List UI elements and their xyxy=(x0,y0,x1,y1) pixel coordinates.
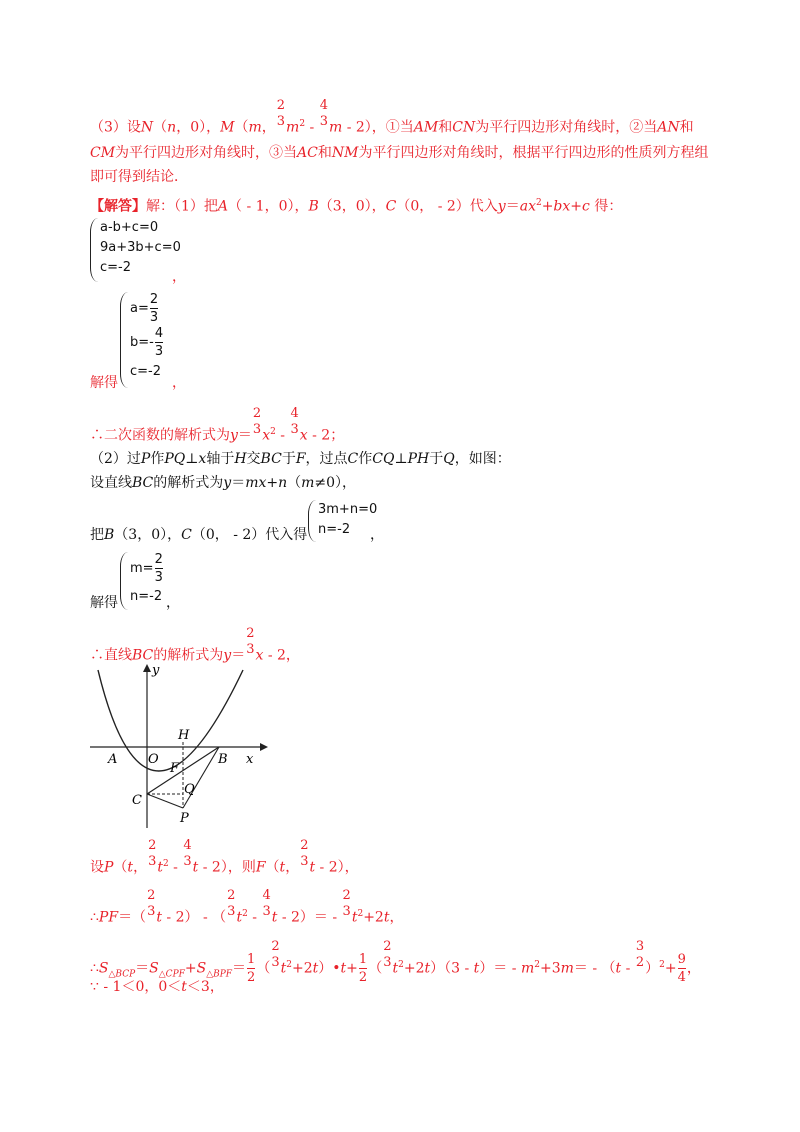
equation: 9a+3b+c=0 xyxy=(100,240,181,255)
label-q: Q xyxy=(184,782,195,797)
text: - 2； xyxy=(307,427,345,444)
var: n xyxy=(167,119,177,136)
final-line xyxy=(90,978,224,996)
text: + xyxy=(184,960,197,977)
var: t xyxy=(127,859,134,876)
text: （ xyxy=(256,960,271,977)
text: +2 xyxy=(363,909,384,926)
var: y xyxy=(223,475,232,491)
jiede-2 xyxy=(90,594,118,612)
fraction xyxy=(262,888,270,919)
label-f: F xyxy=(170,761,180,776)
var: B xyxy=(308,198,319,215)
fraction xyxy=(343,888,351,919)
num: 4 xyxy=(154,326,164,341)
point-p-line xyxy=(90,838,359,883)
text: ＝ xyxy=(135,960,150,977)
text: 设直线 xyxy=(90,475,132,491)
var: F xyxy=(255,859,266,876)
fraction xyxy=(290,406,298,437)
den: 3 xyxy=(290,422,299,437)
num: 1 xyxy=(247,952,256,967)
text: +3 xyxy=(539,960,561,977)
equation: a-b+c=0 xyxy=(100,220,159,235)
var: PH xyxy=(407,451,430,467)
exp: 2 xyxy=(242,908,248,919)
text: - 2），则 xyxy=(198,859,256,876)
var: t xyxy=(192,859,199,876)
var: Q xyxy=(443,451,455,467)
label-p: P xyxy=(180,811,189,826)
var: M xyxy=(220,119,235,136)
circled-3: ③ xyxy=(269,145,284,161)
var: H xyxy=(234,451,247,467)
var: t xyxy=(615,960,622,977)
equation: c=-2 xyxy=(100,260,132,275)
label-o: O xyxy=(148,752,159,767)
sys1-comma: ， xyxy=(172,269,186,285)
text: 把 xyxy=(90,527,104,543)
text: 设 xyxy=(90,859,104,876)
num: 2 xyxy=(246,626,255,641)
text: 作 xyxy=(150,451,165,467)
var: x xyxy=(299,427,308,444)
text: ，如图： xyxy=(454,451,511,467)
var: B xyxy=(104,527,115,543)
den: 2 xyxy=(358,970,368,985)
part2-line3 xyxy=(90,526,307,544)
text: ， xyxy=(389,909,404,926)
den: 3 xyxy=(383,955,392,970)
num: 4 xyxy=(290,406,299,421)
text: ＝ xyxy=(231,475,246,491)
exp: 2 xyxy=(299,118,306,129)
equation-c: c=-2 xyxy=(130,364,162,379)
text: - xyxy=(305,119,319,136)
var: m xyxy=(248,119,262,136)
sub: △BCP xyxy=(108,969,136,980)
var: t xyxy=(340,960,347,977)
num: 2 xyxy=(276,98,286,113)
var: BC xyxy=(132,475,154,491)
text: - 2） - （ xyxy=(161,909,227,926)
var: AC xyxy=(297,145,318,161)
num: 1 xyxy=(358,952,368,967)
fraction xyxy=(271,939,279,970)
var: t xyxy=(236,909,243,926)
den: 3 xyxy=(183,854,192,869)
text: ∴直线 xyxy=(90,647,132,664)
den: 3 xyxy=(154,570,163,585)
var: x xyxy=(198,451,207,467)
text: ＝ xyxy=(505,198,520,215)
text: 解：（1）把 xyxy=(146,198,218,215)
var: m xyxy=(520,960,535,977)
fraction xyxy=(147,888,155,919)
num: 2 xyxy=(252,406,262,421)
var: m xyxy=(328,119,343,136)
fraction xyxy=(227,888,235,919)
exp: 2 xyxy=(270,426,276,437)
var: m xyxy=(301,475,315,491)
fraction xyxy=(636,939,644,970)
var: CN xyxy=(452,119,476,136)
text: ， xyxy=(285,859,300,876)
num: 2 xyxy=(342,888,351,903)
sys3-comma: ， xyxy=(370,527,384,543)
equation-n: n=-2 xyxy=(130,589,163,604)
var: CQ xyxy=(372,451,395,467)
pf-line xyxy=(90,888,404,933)
text: （ xyxy=(234,119,249,136)
text: ＝（ xyxy=(118,909,147,926)
var: t xyxy=(156,909,162,926)
den: 3 xyxy=(300,854,309,869)
text: 交 xyxy=(246,451,261,467)
label-b: B xyxy=(218,752,228,767)
text: （ xyxy=(287,475,302,491)
label-x: x xyxy=(246,752,254,767)
den: 2 xyxy=(247,970,256,985)
parabola-figure xyxy=(88,660,268,830)
text: ∴ xyxy=(90,909,99,926)
text: - xyxy=(168,859,183,876)
text: （ xyxy=(153,119,168,136)
text: （0， - 2）代入 xyxy=(396,198,498,215)
var: C xyxy=(181,527,192,543)
text: m= xyxy=(130,561,154,576)
text: + xyxy=(664,960,677,977)
part2-line1 xyxy=(90,450,511,468)
fraction xyxy=(247,952,255,985)
text: - xyxy=(247,909,262,926)
var: +bx+c xyxy=(541,198,590,215)
var: t xyxy=(157,859,163,876)
var: CM xyxy=(90,145,116,161)
fraction xyxy=(155,552,163,585)
text: ， xyxy=(686,960,701,977)
den: 3 xyxy=(148,854,157,869)
var: PQ xyxy=(164,451,186,467)
text: a= xyxy=(130,301,149,316)
text: ）＝ - xyxy=(479,960,521,977)
exp: 2 xyxy=(535,198,542,208)
fraction xyxy=(277,98,285,129)
var: BC xyxy=(132,647,154,664)
fraction xyxy=(300,838,308,869)
equation-b xyxy=(130,326,164,360)
text: 和 xyxy=(317,145,332,161)
text: ，过点 xyxy=(305,451,348,467)
text: （ xyxy=(113,859,128,876)
num: 2 xyxy=(271,939,280,954)
text: 为平行四边形对角线时， xyxy=(475,119,630,136)
text: ＝ xyxy=(232,960,247,977)
sys2-comma: ， xyxy=(172,375,186,391)
circled-1: ① xyxy=(385,119,400,136)
var: P xyxy=(104,859,114,876)
num: 2 xyxy=(383,939,392,954)
exp: 2 xyxy=(534,959,540,970)
text: 和 xyxy=(679,119,694,136)
exp: 2 xyxy=(357,908,364,919)
var: S xyxy=(98,960,109,977)
var: x xyxy=(262,427,271,444)
text: ） xyxy=(645,960,660,977)
y-axis-arrow-icon xyxy=(143,664,151,672)
var: y xyxy=(223,647,232,664)
text: 于 xyxy=(429,451,444,467)
text: 解得 xyxy=(90,595,118,611)
exp: 2 xyxy=(162,858,169,869)
text: ∵ - 1＜0，0＜ xyxy=(90,979,182,995)
label-a: A xyxy=(108,752,118,767)
sys4-comma: ， xyxy=(166,595,180,611)
jiede-1 xyxy=(90,374,118,392)
text: 于 xyxy=(281,451,296,467)
den: 3 xyxy=(342,904,351,919)
text: ）（3 - xyxy=(430,960,474,977)
text: ⊥ xyxy=(185,451,199,467)
text: ， xyxy=(261,119,276,136)
var: N xyxy=(140,119,154,136)
text: 作 xyxy=(358,451,373,467)
equation-system-4 xyxy=(120,552,164,610)
text: - 2）， xyxy=(315,859,359,876)
text: 的解析式为 xyxy=(153,475,224,491)
fraction xyxy=(359,952,367,985)
circled-2: ② xyxy=(629,119,644,136)
part3-line3: 即可得到结论． xyxy=(90,169,188,185)
den: 3 xyxy=(227,904,236,919)
text: b=- xyxy=(130,335,154,350)
var: t xyxy=(279,859,286,876)
num: 4 xyxy=(183,838,192,853)
text: ＝ xyxy=(237,427,252,444)
num: 9 xyxy=(677,952,686,967)
var: C xyxy=(385,198,397,215)
equation-system-1 xyxy=(90,218,181,282)
var: t xyxy=(383,909,390,926)
brace xyxy=(308,500,317,542)
text: - 2）， xyxy=(342,119,386,136)
text: - xyxy=(275,427,290,444)
fraction xyxy=(383,939,391,970)
num: 4 xyxy=(319,98,328,113)
text: （3）设 xyxy=(90,119,141,136)
text: ）• xyxy=(318,960,341,977)
brace xyxy=(90,218,99,282)
equation: 3m+n=0 xyxy=(318,502,378,517)
var: y xyxy=(497,198,506,215)
solution-line1 xyxy=(90,194,622,216)
equation-system-3 xyxy=(308,500,377,542)
equation-a xyxy=(130,292,164,326)
den: 3 xyxy=(276,114,286,129)
num: 3 xyxy=(635,939,645,954)
text: ，0）， xyxy=(176,119,221,136)
text: 和 xyxy=(438,119,453,136)
den: 3 xyxy=(252,422,262,437)
fraction xyxy=(155,326,163,359)
var: t xyxy=(473,960,480,977)
num: 2 xyxy=(300,838,309,853)
var: AN xyxy=(657,119,680,136)
text: - xyxy=(621,960,635,977)
var: S xyxy=(149,960,159,977)
den: 3 xyxy=(262,904,271,919)
text: 解得 xyxy=(90,375,118,391)
num: 2 xyxy=(148,838,157,853)
den: 2 xyxy=(635,955,645,970)
var: x xyxy=(255,647,264,664)
var: mx+n xyxy=(245,475,288,491)
text: ≠0）， xyxy=(314,475,357,491)
text: 轴于 xyxy=(206,451,235,467)
num: 2 xyxy=(147,888,156,903)
var: AM xyxy=(413,119,439,136)
var: t xyxy=(271,909,278,926)
equation-system-2 xyxy=(120,292,164,388)
text: 得： xyxy=(589,198,623,215)
brace xyxy=(120,552,129,610)
var: t xyxy=(392,960,399,977)
label-y: y xyxy=(152,663,160,678)
num: 4 xyxy=(262,888,271,903)
text: 的解析式为 xyxy=(153,647,224,664)
var: BC xyxy=(260,451,282,467)
var: t xyxy=(424,960,431,977)
var: t xyxy=(280,960,287,977)
text: （0， - 2）代入得 xyxy=(191,527,308,543)
den: 3 xyxy=(271,955,280,970)
text: ∴二次函数的解析式为 xyxy=(90,427,230,444)
var: F xyxy=(295,451,306,467)
den: 3 xyxy=(246,642,255,657)
den: 3 xyxy=(319,114,328,129)
var: NM xyxy=(331,145,359,161)
text: （ - 1，0）， xyxy=(228,198,309,215)
text: 为平行四边形对角线时， xyxy=(115,145,270,161)
equation-m xyxy=(130,552,164,586)
label-h: H xyxy=(178,728,190,743)
line-cp xyxy=(147,794,183,808)
var: t xyxy=(351,909,358,926)
fraction xyxy=(246,626,254,657)
num: 2 xyxy=(149,292,159,307)
text: ∴ xyxy=(90,960,99,977)
var: t xyxy=(309,859,316,876)
text: （ xyxy=(265,859,280,876)
part2-line2 xyxy=(90,474,356,492)
var: PF xyxy=(98,909,119,926)
exp: 2 xyxy=(286,959,292,970)
equation: n=-2 xyxy=(318,522,351,537)
label-c: C xyxy=(132,793,142,808)
fraction xyxy=(150,292,158,325)
text: ＜3， xyxy=(186,979,224,995)
text: （3，0）， xyxy=(114,527,182,543)
num: 2 xyxy=(227,888,236,903)
var: C xyxy=(347,451,359,467)
text: （2）过 xyxy=(90,451,141,467)
var: y xyxy=(230,427,238,444)
text: +2 xyxy=(403,960,425,977)
var: ax xyxy=(519,198,536,215)
var: m xyxy=(286,119,300,136)
fraction xyxy=(320,98,328,129)
sub: △BPF xyxy=(206,969,233,980)
den: 3 xyxy=(154,344,164,359)
var: t xyxy=(312,960,319,977)
var: A xyxy=(217,198,229,215)
den: 4 xyxy=(677,970,686,985)
var: m xyxy=(560,960,574,977)
exp: 2 xyxy=(398,959,404,970)
text: ⊥ xyxy=(394,451,408,467)
num: 2 xyxy=(154,552,163,567)
text: 当 xyxy=(643,119,658,136)
text: - 2， xyxy=(263,647,300,664)
sub: △CPF xyxy=(158,969,185,980)
fraction xyxy=(678,952,686,985)
text: 为平行四边形对角线时，根据平行四边形的性质列方程组 xyxy=(358,145,709,161)
fraction xyxy=(253,406,261,437)
den: 3 xyxy=(147,904,156,919)
part3-line2 xyxy=(90,144,708,162)
text: （3，0）， xyxy=(318,198,386,215)
var: P xyxy=(140,451,151,467)
text: ＝ xyxy=(231,647,246,664)
den: 3 xyxy=(149,310,159,325)
text: 当 xyxy=(283,145,298,161)
var: t xyxy=(181,979,187,995)
answer-tag: 【解答】 xyxy=(90,198,146,215)
brace xyxy=(120,292,129,388)
text: （ xyxy=(368,960,383,977)
part3-line1 xyxy=(90,98,694,143)
fraction xyxy=(183,838,191,869)
conclusion-1 xyxy=(90,406,345,451)
x-axis-arrow-icon xyxy=(260,743,268,751)
text: - 2）＝ - xyxy=(277,909,342,926)
var: S xyxy=(196,960,207,977)
text: ， xyxy=(133,859,148,876)
text: ＝ - （ xyxy=(573,960,616,977)
text: + xyxy=(346,960,358,977)
exp: 2 xyxy=(659,959,665,970)
text: 当 xyxy=(399,119,414,136)
fraction xyxy=(148,838,156,869)
text: +2 xyxy=(291,960,313,977)
